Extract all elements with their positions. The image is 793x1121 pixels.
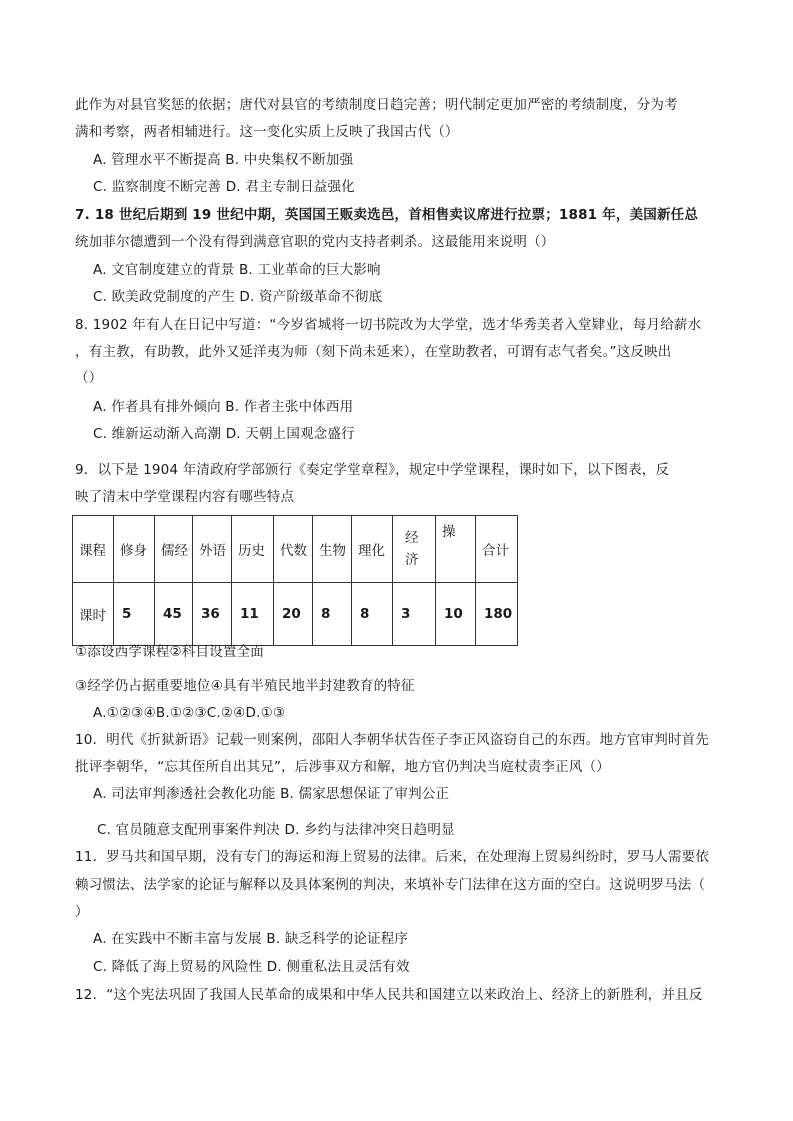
q7-stem-line-2: 统加菲尔德遭到一个没有得到满意官职的党内支持者刺杀。这最能用来说明（） bbox=[75, 234, 555, 250]
table-cell: 180 bbox=[476, 583, 518, 646]
table-cell: 8 bbox=[352, 583, 393, 646]
q6-options-cd: C. 监察制度不断完善 D. 君主专制日益强化 bbox=[93, 179, 355, 195]
table-header-cell: 课程 bbox=[73, 516, 114, 583]
table-header-cell: 修身 bbox=[114, 516, 155, 583]
q8-stem-line-2: ，有主教，有助教，此外又延洋夷为师（刻下尚未延来），在堂助教者，可谓有志气者矣。”这反映出 bbox=[75, 344, 672, 360]
course-hours-table bbox=[72, 515, 518, 646]
q9-statement-line-1: ①添设西学课程②科目设置全面 bbox=[75, 644, 265, 660]
table-header-cell: 经 济 bbox=[393, 516, 436, 583]
q7-options-cd: C. 欧美政党制度的产生 D. 资产阶级革命不彻底 bbox=[93, 289, 383, 305]
q11-stem-line-3: ） bbox=[75, 904, 89, 920]
q10-stem-line-2: 批评李朝华，“忘其侄所自出其兄”，后涉事双方和解，地方官仍判决当庭杖责李正风（） bbox=[75, 759, 610, 775]
table-cell: 20 bbox=[274, 583, 313, 646]
q8-options-ab: A. 作者具有排外倾向 B. 作者主张中体西用 bbox=[93, 399, 354, 415]
table-cell: 3 bbox=[393, 583, 436, 646]
table-header-cell: 理化 bbox=[352, 516, 393, 583]
q6-stem-line-2: 满和考察，两者相辅进行。这一变化实质上反映了我国古代（） bbox=[75, 124, 459, 140]
table-cell: 8 bbox=[313, 583, 352, 646]
q11-options-cd: C. 降低了海上贸易的风险性 D. 侧重私法且灵活有效 bbox=[93, 959, 410, 975]
q10-options-ab: A. 司法审判渗透社会教化功能 B. 儒家思想保证了审判公正 bbox=[93, 786, 450, 802]
table-cell: 10 bbox=[436, 583, 476, 646]
table-cell: 45 bbox=[155, 583, 193, 646]
table-cell: 5 bbox=[114, 583, 155, 646]
q11-stem-line-1: 11．罗马共和国早期，没有专门的海运和海上贸易的法律。后来，在处理海上贸易纠纷时，罗马人需要依 bbox=[75, 849, 710, 865]
q7-options-ab: A. 文官制度建立的背景 B. 工业革命的巨大影响 bbox=[93, 262, 381, 278]
q8-stem-line-1: 8. 1902 年有人在日记中写道：“今岁省城将一切书院改为大学堂，选才华秀美者入堂肄业，每月给薪水 bbox=[75, 317, 702, 333]
q11-options-ab: A. 在实践中不断丰富与发展 B. 缺乏科学的论证程序 bbox=[93, 931, 409, 947]
q8-stem-line-3: （） bbox=[75, 370, 103, 386]
table-header-cell: 儒经 bbox=[155, 516, 193, 583]
q8-options-cd: C. 维新运动渐入高潮 D. 天朝上国观念盛行 bbox=[93, 426, 355, 442]
q9-statement-line-2: ③经学仍占据重要地位④具有半殖民地半封建教育的特征 bbox=[75, 678, 415, 694]
q6-stem-line-1: 此作为对县官奖惩的依据；唐代对县官的考绩制度日趋完善；明代制定更加严密的考绩制度，分为考 bbox=[75, 97, 678, 113]
q12-stem-line-1: 12．“这个宪法巩固了我国人民革命的成果和中华人民共和国建立以来政治上、经济上的新胜利，并且反 bbox=[75, 987, 703, 1003]
table-row bbox=[73, 583, 518, 646]
table-header-cell: 操 bbox=[436, 516, 476, 583]
table-row-label: 课时 bbox=[73, 583, 114, 646]
table-header-cell: 外语 bbox=[193, 516, 232, 583]
q11-stem-line-2: 赖习惯法、法学家的论证与解释以及具体案例的判决，来填补专门法律在这方面的空白。这说明罗马法（ bbox=[75, 877, 706, 893]
table-header-cell: 代数 bbox=[274, 516, 313, 583]
table-cell: 36 bbox=[193, 583, 232, 646]
q9-stem-line-1: 9．以下是 1904 年清政府学部颁行《奏定学堂章程》，规定中学堂课程，课时如下，以下图表，反 bbox=[75, 462, 670, 478]
q6-options-ab: A. 管理水平不断提高 B. 中央集权不断加强 bbox=[93, 152, 354, 168]
q10-options-cd: C. 官员随意支配刑事案件判决 D. 乡约与法律冲突日趋明显 bbox=[97, 822, 455, 838]
table-header-cell: 历史 bbox=[232, 516, 274, 583]
table-cell: 11 bbox=[232, 583, 274, 646]
q9-options: A.①②③④B.①②③C.②④D.①③ bbox=[93, 705, 286, 721]
q9-stem-line-2: 映了清末中学堂课程内容有哪些特点 bbox=[75, 489, 295, 505]
q10-stem-line-1: 10．明代《折狱新语》记载一则案例，邵阳人李朝华状告侄子李正风盗窃自己的东西。地方官审判时首先 bbox=[75, 732, 710, 748]
table-header-cell: 生物 bbox=[313, 516, 352, 583]
q7-stem-line-1: 7. 18 世纪后期到 19 世纪中期，英国国王贩卖选邑，首相售卖议席进行拉票；1881 年，美国新任总 bbox=[75, 207, 699, 223]
table-header-row bbox=[73, 516, 518, 583]
table-header-cell: 合计 bbox=[476, 516, 518, 583]
